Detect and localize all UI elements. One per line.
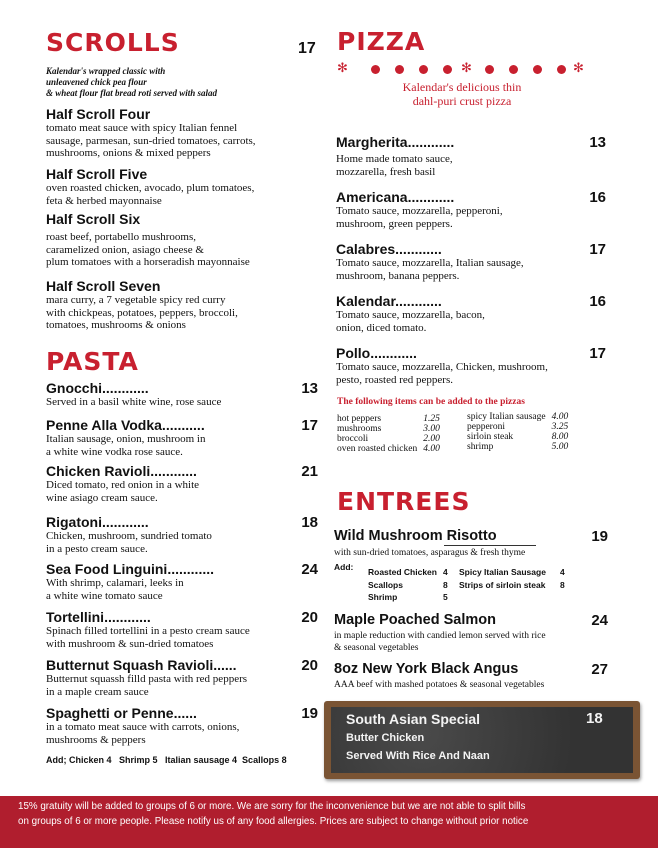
entree-item-desc: with sun-dried tomatoes, asparagus & fresh thyme [334, 548, 526, 558]
pizza-subtitle-line: Kalendar's delicious thin [402, 80, 522, 94]
extra-price: 2.00 [423, 434, 440, 444]
pizza-item-name: Margherita............ [336, 134, 455, 150]
pizza-item [336, 293, 606, 334]
pasta-item-price: 21 [301, 463, 318, 480]
extra-name: shrimp [467, 442, 494, 452]
desc-line: mara curry, a 7 vegetable spicy red curry [46, 294, 226, 306]
add-name: Strips of sirloin steak [459, 579, 546, 590]
extra-row [337, 414, 452, 424]
pizza-subtitle [337, 80, 587, 108]
extra-price: 4.00 [423, 444, 440, 454]
risotto-adds-left [368, 566, 454, 604]
desc-line: pesto, roasted red peppers. [336, 373, 453, 386]
desc-line: a white wine tomato sauce [46, 589, 163, 602]
add-row [368, 591, 454, 604]
desc-line: feta & herbed mayonnaise [46, 194, 162, 207]
desc-line: Butternut squassh filld pasta with red peppers [46, 673, 248, 685]
extra-price: 1.25 [423, 414, 440, 424]
divider [444, 545, 536, 546]
extra-name: mushrooms [337, 424, 382, 434]
footer-line-1: 15% gratuity will be added to groups of 6 or more. We are sorry for the inconvenience but we are not able to split bills [18, 801, 526, 812]
pasta-item-name: Tortellini............ [46, 609, 151, 625]
extra-price: 3.00 [423, 424, 440, 434]
pasta-item-name: Spaghetti or Penne...... [46, 705, 197, 721]
desc-line: Tomato sauce, mozzarella, pepperoni, [336, 205, 503, 217]
extra-row [337, 424, 452, 434]
scroll-item [46, 106, 256, 160]
add-row [459, 579, 571, 592]
add-price: 8 [442, 579, 448, 590]
special-line-2: Served With Rice And Naan [346, 750, 490, 762]
pasta-item-price: 20 [301, 657, 318, 674]
desc-line: in maple reduction with candied lemon served with rice [334, 631, 546, 641]
desc-line: in a pesto cream sauce. [46, 542, 148, 555]
desc-line: Tomato sauce, mozzarella, Italian sausage, [336, 257, 524, 269]
pizza-title: PIZZA [337, 27, 426, 56]
add-row [368, 579, 454, 592]
extra-name: oven roasted chicken [337, 444, 418, 454]
add-name: Shrimp [368, 592, 398, 602]
desc-line: mushrooms & peppers [46, 733, 146, 746]
desc-line: with mushroom & sun-dried tomatoes [46, 637, 214, 650]
risotto-add-label: Add: [334, 562, 354, 572]
special-chalkboard [324, 701, 640, 779]
tomato-icon [557, 65, 566, 74]
scroll-item-name: Half Scroll Five [46, 166, 148, 182]
pasta-item-name: Butternut Squash Ravioli...... [46, 657, 237, 673]
pizza-item [336, 134, 606, 178]
entree-item-name: Maple Poached Salmon [334, 612, 496, 628]
desc-line: plum tomatoes with a horseradish mayonnaise [46, 256, 250, 268]
desc-line: Served in a basil white wine, rose sauce [46, 396, 222, 408]
extra-price: 8.00 [551, 432, 569, 442]
extra-price: 4.00 [551, 412, 569, 422]
flower-icon: ✻ [573, 60, 584, 75]
flower-icon: ✻ [337, 60, 348, 75]
special-line-1: Butter Chicken [346, 732, 425, 744]
add-name: Spicy Italian Sausage [459, 567, 546, 577]
pasta-item [46, 705, 318, 746]
desc-line: Italian sausage, onion, mushroom in [46, 433, 206, 445]
extra-name: spicy Italian sausage [467, 412, 546, 422]
extra-name: broccoli [337, 434, 369, 444]
special-title: South Asian Special [346, 711, 481, 727]
scroll-item-name: Half Scroll Six [46, 211, 141, 227]
add-price: 5 [442, 592, 448, 602]
entree-item-price: 24 [591, 612, 608, 629]
pasta-item-name: Sea Food Linguini............ [46, 561, 214, 577]
desc-line: a white wine vodka rose sauce. [46, 445, 183, 458]
desc-line: Spinach filled tortellini in a pesto cream sauce [46, 625, 250, 637]
tomato-icon [419, 65, 428, 74]
desc-line: mushroom, banana peppers. [336, 269, 460, 282]
extra-row [337, 434, 452, 444]
pizza-item-name: Pollo............ [336, 345, 417, 361]
pizza-item-price: 13 [589, 134, 606, 151]
desc-line: oven roasted chicken, avocado, plum tomatoes, [46, 182, 255, 194]
pizza-item-name: Kalendar............ [336, 293, 442, 309]
pasta-item-price: 18 [301, 514, 318, 531]
scroll-item [46, 211, 250, 269]
desc-line: & seasonal vegetables [334, 643, 419, 653]
pasta-item-price: 13 [301, 380, 318, 397]
extra-row [467, 432, 580, 442]
pizza-item [336, 345, 606, 386]
add-name: Scallops [368, 579, 403, 590]
add-row [368, 566, 454, 579]
desc-line: Home made tomato sauce, [336, 153, 453, 165]
pasta-item-name: Penne Alla Vodka........... [46, 417, 205, 433]
extra-row [337, 444, 452, 454]
pasta-item [46, 561, 318, 602]
scrolls-intro [46, 66, 217, 99]
desc-line: wine asiago cream sauce. [46, 491, 158, 504]
entree-item-risotto [334, 528, 608, 558]
entree-item-name: 8oz New York Black Angus [334, 661, 519, 677]
pizza-item [336, 189, 606, 230]
pasta-item [46, 417, 318, 458]
pasta-item [46, 657, 318, 698]
flower-icon: ✻ [461, 60, 472, 75]
pasta-item-price: 24 [301, 561, 318, 578]
scroll-item-desc [46, 122, 256, 160]
pasta-item-name: Rigatoni............ [46, 514, 149, 530]
scrolls-price: 17 [298, 40, 316, 57]
scroll-item [46, 166, 254, 207]
desc-line: mushroom, green peppers. [336, 217, 453, 230]
scroll-item-desc [46, 231, 250, 269]
pasta-item [46, 463, 318, 504]
entree-item-salmon [334, 612, 608, 654]
desc-line: With shrimp, calamari, leeks in [46, 577, 184, 589]
footer-line-2: on groups of 6 or more people. Please notify us of any food allergies. Prices are subject to change without prior notice [18, 816, 529, 827]
desc-line: mozzarella, fresh basil [336, 165, 436, 178]
add-row [459, 566, 571, 579]
pizza-item-price: 16 [589, 189, 606, 206]
extra-row [467, 442, 580, 452]
desc-line: sausage, parmesan, sun-dried tomatoes, carrots, [46, 134, 256, 147]
scroll-item-name: Half Scroll Seven [46, 278, 161, 294]
scrolls-intro-line: & wheat flour flat bread roti served with salad [46, 88, 218, 98]
pasta-item-price: 19 [301, 705, 318, 722]
scrolls-title: SCROLLS [46, 28, 180, 57]
pizza-item-price: 17 [589, 241, 606, 258]
extra-row [467, 412, 580, 422]
entree-item-desc: AAA beef with mashed potatoes & seasonal vegetables [334, 680, 545, 690]
entree-item-price: 19 [591, 528, 608, 545]
entree-item-angus [334, 661, 608, 690]
pasta-item [46, 380, 318, 409]
tomato-icon [371, 65, 380, 74]
scroll-item-name: Half Scroll Four [46, 106, 151, 122]
pasta-item-price: 20 [301, 609, 318, 626]
desc-line: caramelized onion, asiago cheese & [46, 243, 204, 256]
tomato-icon [485, 65, 494, 74]
extra-price: 3.25 [551, 422, 569, 432]
tomato-icon [395, 65, 404, 74]
add-price: 4 [442, 567, 448, 577]
pasta-item [46, 609, 318, 650]
desc-line: Chicken, mushroom, sundried tomato [46, 530, 212, 542]
desc-line: onion, diced tomato. [336, 321, 427, 334]
pizza-extras-left [337, 414, 452, 454]
desc-line: in a maple cream sauce [46, 685, 149, 698]
tomato-icon [443, 65, 452, 74]
pasta-title: PASTA [46, 347, 139, 376]
desc-line: tomatoes, mushrooms & onions [46, 319, 186, 331]
add-price: 4 [559, 567, 565, 577]
add-name: Roasted Chicken [368, 567, 437, 577]
entree-item-desc [334, 630, 608, 654]
pizza-item-price: 16 [589, 293, 606, 310]
desc-line: Diced tomato, red onion in a white [46, 479, 200, 491]
desc-line: with chickpeas, potatoes, peppers, broccoli, [46, 306, 238, 319]
extra-price: 5.00 [551, 442, 569, 452]
entrees-title: ENTREES [337, 487, 471, 516]
desc-line: Tomato sauce, mozzarella, bacon, [336, 309, 485, 321]
tomato-icon [533, 65, 542, 74]
footer-banner [0, 796, 658, 848]
entree-item-name: Wild Mushroom Risotto [334, 528, 497, 544]
pizza-item-name: Calabres............ [336, 241, 442, 257]
pizza-item-price: 17 [589, 345, 606, 362]
pizza-ornament-row [337, 61, 587, 77]
pasta-item-name: Gnocchi............ [46, 380, 149, 396]
pasta-item [46, 514, 318, 555]
desc-line: mushrooms, onions & mixed peppers [46, 147, 211, 159]
scroll-item [46, 278, 238, 332]
desc-line: roast beef, portabello mushrooms, [46, 231, 196, 243]
desc-line: Tomato sauce, mozzarella, Chicken, mushroom, [336, 361, 548, 373]
pizza-item [336, 241, 606, 282]
pasta-item-price: 17 [301, 417, 318, 434]
scrolls-intro-line: Kalendar's wrapped classic with [46, 66, 166, 76]
pizza-extras-title: The following items can be added to the pizzas [337, 397, 525, 407]
pasta-add-line: Add; Chicken 4 Shrimp 5 Italian sausage 4 Scallops 8 [46, 755, 287, 765]
tomato-icon [509, 65, 518, 74]
entree-item-price: 27 [591, 661, 608, 678]
extra-name: hot peppers [337, 414, 382, 424]
scroll-item-desc [46, 182, 254, 207]
extra-name: pepperoni [467, 422, 505, 432]
extra-row [467, 422, 580, 432]
desc-line: tomato meat sauce with spicy Italian fennel [46, 122, 238, 134]
desc-line: in a tomato meat sauce with carrots, onions, [46, 721, 240, 733]
special-price: 18 [586, 710, 603, 727]
pizza-item-name: Americana............ [336, 189, 455, 205]
pasta-item-name: Chicken Ravioli............ [46, 463, 197, 479]
scroll-item-desc [46, 294, 238, 332]
extra-name: sirloin steak [467, 432, 514, 442]
pizza-subtitle-line: dahl-puri crust pizza [412, 94, 512, 108]
risotto-adds-right [459, 566, 571, 591]
pizza-extras-right [467, 412, 580, 452]
add-price: 8 [559, 579, 565, 590]
scrolls-intro-line: unleavened chick pea flour [46, 77, 147, 87]
